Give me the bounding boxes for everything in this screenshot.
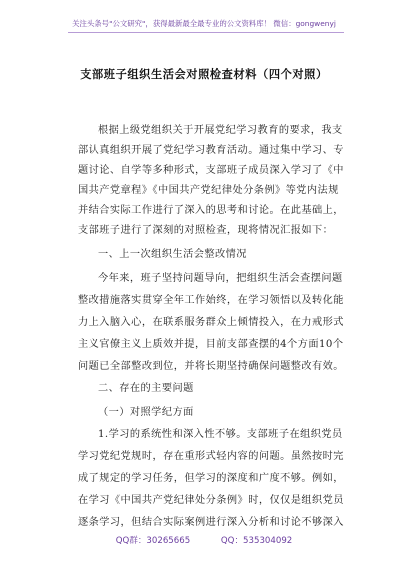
paragraph-line: 根据上级党组织关于开展党纪学习教育的要求，我支 <box>98 125 343 136</box>
footer-qq: QQ：535304092 <box>220 536 293 546</box>
paragraph-line: 整改措施落实贯穿全年工作始终，在学习领悟以及转化能 <box>78 295 344 306</box>
paragraph-line: 并结合实际工作进行了深入的思考和讨论。在此基础上， <box>78 205 344 216</box>
paragraph-line: 国共产党章程》《中国共产党纪律处分条例》等党内法规 <box>78 185 339 196</box>
header-banner: 关注头条号"公文研究"，获得最新最全最专业的公文资料库！ 微信：gongwenyj <box>72 19 336 28</box>
paragraph-line: 支部班子进行了深刻的对照检查，现将情况汇报如下： <box>78 225 334 236</box>
document-title: 支部班子组织生活会对照检查材料（四个对照） <box>80 67 328 81</box>
header-divider <box>68 32 344 33</box>
paragraph-line: 部认真组织开展了党纪学习教育活动。通过集中学习、专 <box>78 145 344 156</box>
footer-qq-group: QQ群：30265665 <box>115 536 191 546</box>
section-heading-1: 一、上一次组织生活会整改情况 <box>98 249 247 260</box>
subsection-heading: （一）对照学纪方面 <box>98 407 194 418</box>
paragraph-line: 逐条学习，但结合实际案例进行深入分析和讨论不够深入 <box>78 517 344 528</box>
paragraph-line: 力上入脑入心，在联系服务群众上倾情投入，在力戒形式 <box>78 317 344 328</box>
paragraph-line: 主义官僚主义上质效并提，目前支部查摆的4个方面10个 <box>78 339 344 350</box>
paragraph-line: 1.学习的系统性和深入性不够。支部班子在组织党员 <box>98 429 343 440</box>
paragraph-line: 成了规定的学习任务，但学习的深度和广度不够。例如， <box>78 473 344 484</box>
paragraph-line: 问题已全部整改到位，并将长期坚持确保问题整改有效。 <box>78 361 344 372</box>
paragraph-line: 今年来，班子坚持问题导向，把组织生活会查摆问题 <box>98 273 343 284</box>
paragraph-line: 在学习《中国共产党纪律处分条例》时，仅仅是组织党员 <box>78 495 344 506</box>
paragraph-line: 题讨论、自学等多种形式，支部班子成员深入学习了《中 <box>78 165 344 176</box>
paragraph-line: 学习党纪党规时，存在重形式轻内容的问题。虽然按时完 <box>78 451 344 462</box>
footer-contact <box>0 534 408 546</box>
section-heading-2: 二、存在的主要问题 <box>98 383 194 394</box>
